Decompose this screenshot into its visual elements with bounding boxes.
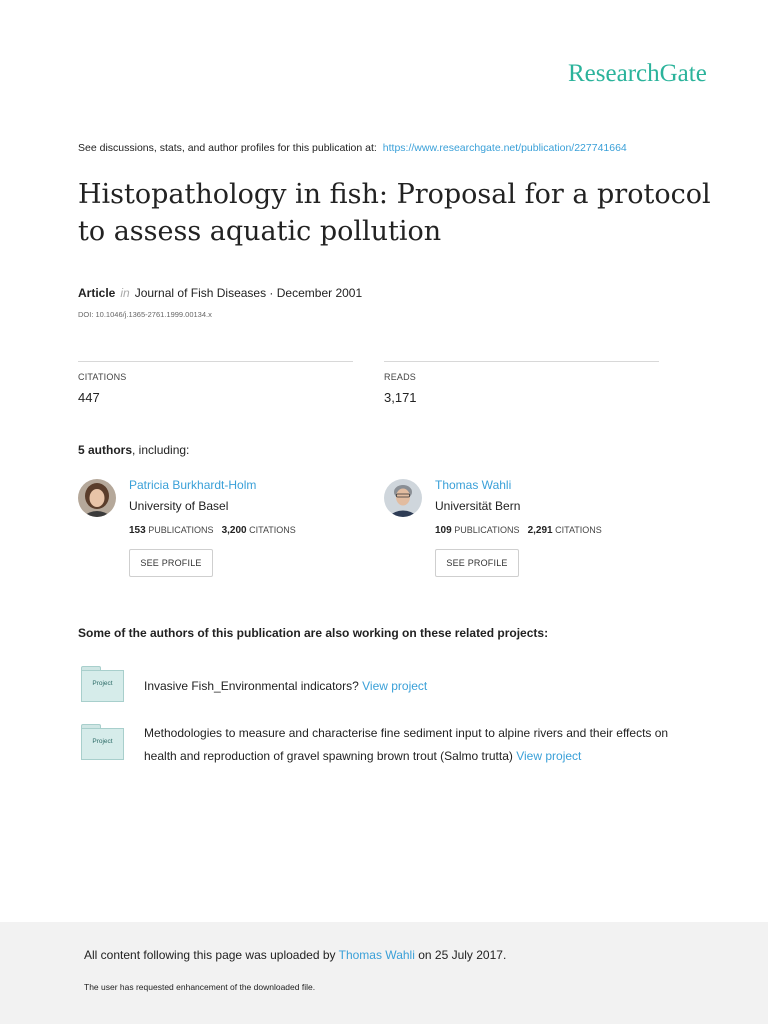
author-publications-count: 153 bbox=[129, 525, 146, 536]
reads-value: 3,171 bbox=[384, 390, 417, 405]
author-stats bbox=[435, 525, 602, 536]
author-name-link[interactable]: Thomas Wahli bbox=[435, 478, 512, 492]
view-project-link[interactable]: View project bbox=[516, 749, 582, 763]
discussion-line bbox=[78, 142, 627, 154]
authors-suffix: , including: bbox=[132, 443, 190, 457]
author-name-link[interactable]: Patricia Burkhardt-Holm bbox=[129, 478, 257, 492]
discussion-text: See discussions, stats, and author profiles for this publication at: bbox=[78, 142, 377, 154]
project-icon-label: Project bbox=[92, 680, 113, 687]
avatar[interactable] bbox=[384, 479, 422, 517]
citations-label: CITATIONS bbox=[78, 372, 127, 382]
author-institution: University of Basel bbox=[129, 499, 229, 513]
publication-title: Histopathology in fish: Proposal for a protocol to assess aquatic pollution bbox=[78, 179, 711, 247]
doi: DOI: 10.1046/j.1365-2761.1999.00134.x bbox=[78, 310, 212, 319]
see-profile-button[interactable]: SEE PROFILE bbox=[129, 549, 213, 577]
citations-divider bbox=[78, 361, 353, 362]
project-folder-icon[interactable] bbox=[81, 724, 124, 760]
authors-heading bbox=[78, 443, 189, 457]
view-project-link[interactable]: View project bbox=[362, 679, 428, 693]
uploaded-by-line bbox=[84, 948, 506, 962]
researchgate-logo[interactable]: ResearchGate bbox=[568, 60, 707, 87]
author-stats bbox=[129, 525, 296, 536]
publications-label: PUBLICATIONS bbox=[454, 525, 520, 535]
project-icon-label: Project bbox=[92, 738, 113, 745]
project-item bbox=[144, 675, 704, 698]
citations-label: CITATIONS bbox=[555, 525, 602, 535]
avatar[interactable] bbox=[78, 479, 116, 517]
journal-info: Journal of Fish Diseases · December 2001 bbox=[134, 286, 363, 300]
project-folder-icon[interactable] bbox=[81, 666, 124, 702]
publication-url-link[interactable]: https://www.researchgate.net/publication/227741664 bbox=[382, 142, 627, 154]
author-publications-count: 109 bbox=[435, 525, 452, 536]
citations-label: CITATIONS bbox=[249, 525, 296, 535]
uploaded-date: on 25 July 2017. bbox=[418, 948, 507, 962]
enhancement-note: The user has requested enhancement of the downloaded file. bbox=[84, 982, 316, 992]
reads-label: READS bbox=[384, 372, 417, 382]
project-title: Methodologies to measure and characterise fine sediment input to alpine rivers and their effects on health and reproduction of gravel spawning brown trout (Salmo trutta) bbox=[144, 726, 669, 763]
author-institution: Universität Bern bbox=[435, 499, 521, 513]
uploader-link[interactable]: Thomas Wahli bbox=[338, 948, 415, 962]
footer-band bbox=[0, 922, 768, 1024]
publication-type: Article bbox=[78, 286, 116, 300]
meta-in-label: in bbox=[120, 286, 130, 300]
authors-count: 5 authors bbox=[78, 443, 133, 457]
project-title: Invasive Fish_Environmental indicators? bbox=[144, 679, 359, 693]
author-citations-count: 3,200 bbox=[221, 525, 247, 536]
project-item bbox=[144, 722, 704, 768]
author-citations-count: 2,291 bbox=[527, 525, 553, 536]
see-profile-button[interactable]: SEE PROFILE bbox=[435, 549, 519, 577]
uploaded-prefix: All content following this page was uploaded by bbox=[84, 948, 336, 962]
publications-label: PUBLICATIONS bbox=[148, 525, 214, 535]
publication-meta bbox=[78, 286, 362, 300]
related-projects-heading: Some of the authors of this publication are also working on these related projects: bbox=[78, 626, 549, 640]
citations-value: 447 bbox=[78, 390, 100, 405]
reads-divider bbox=[384, 361, 659, 362]
